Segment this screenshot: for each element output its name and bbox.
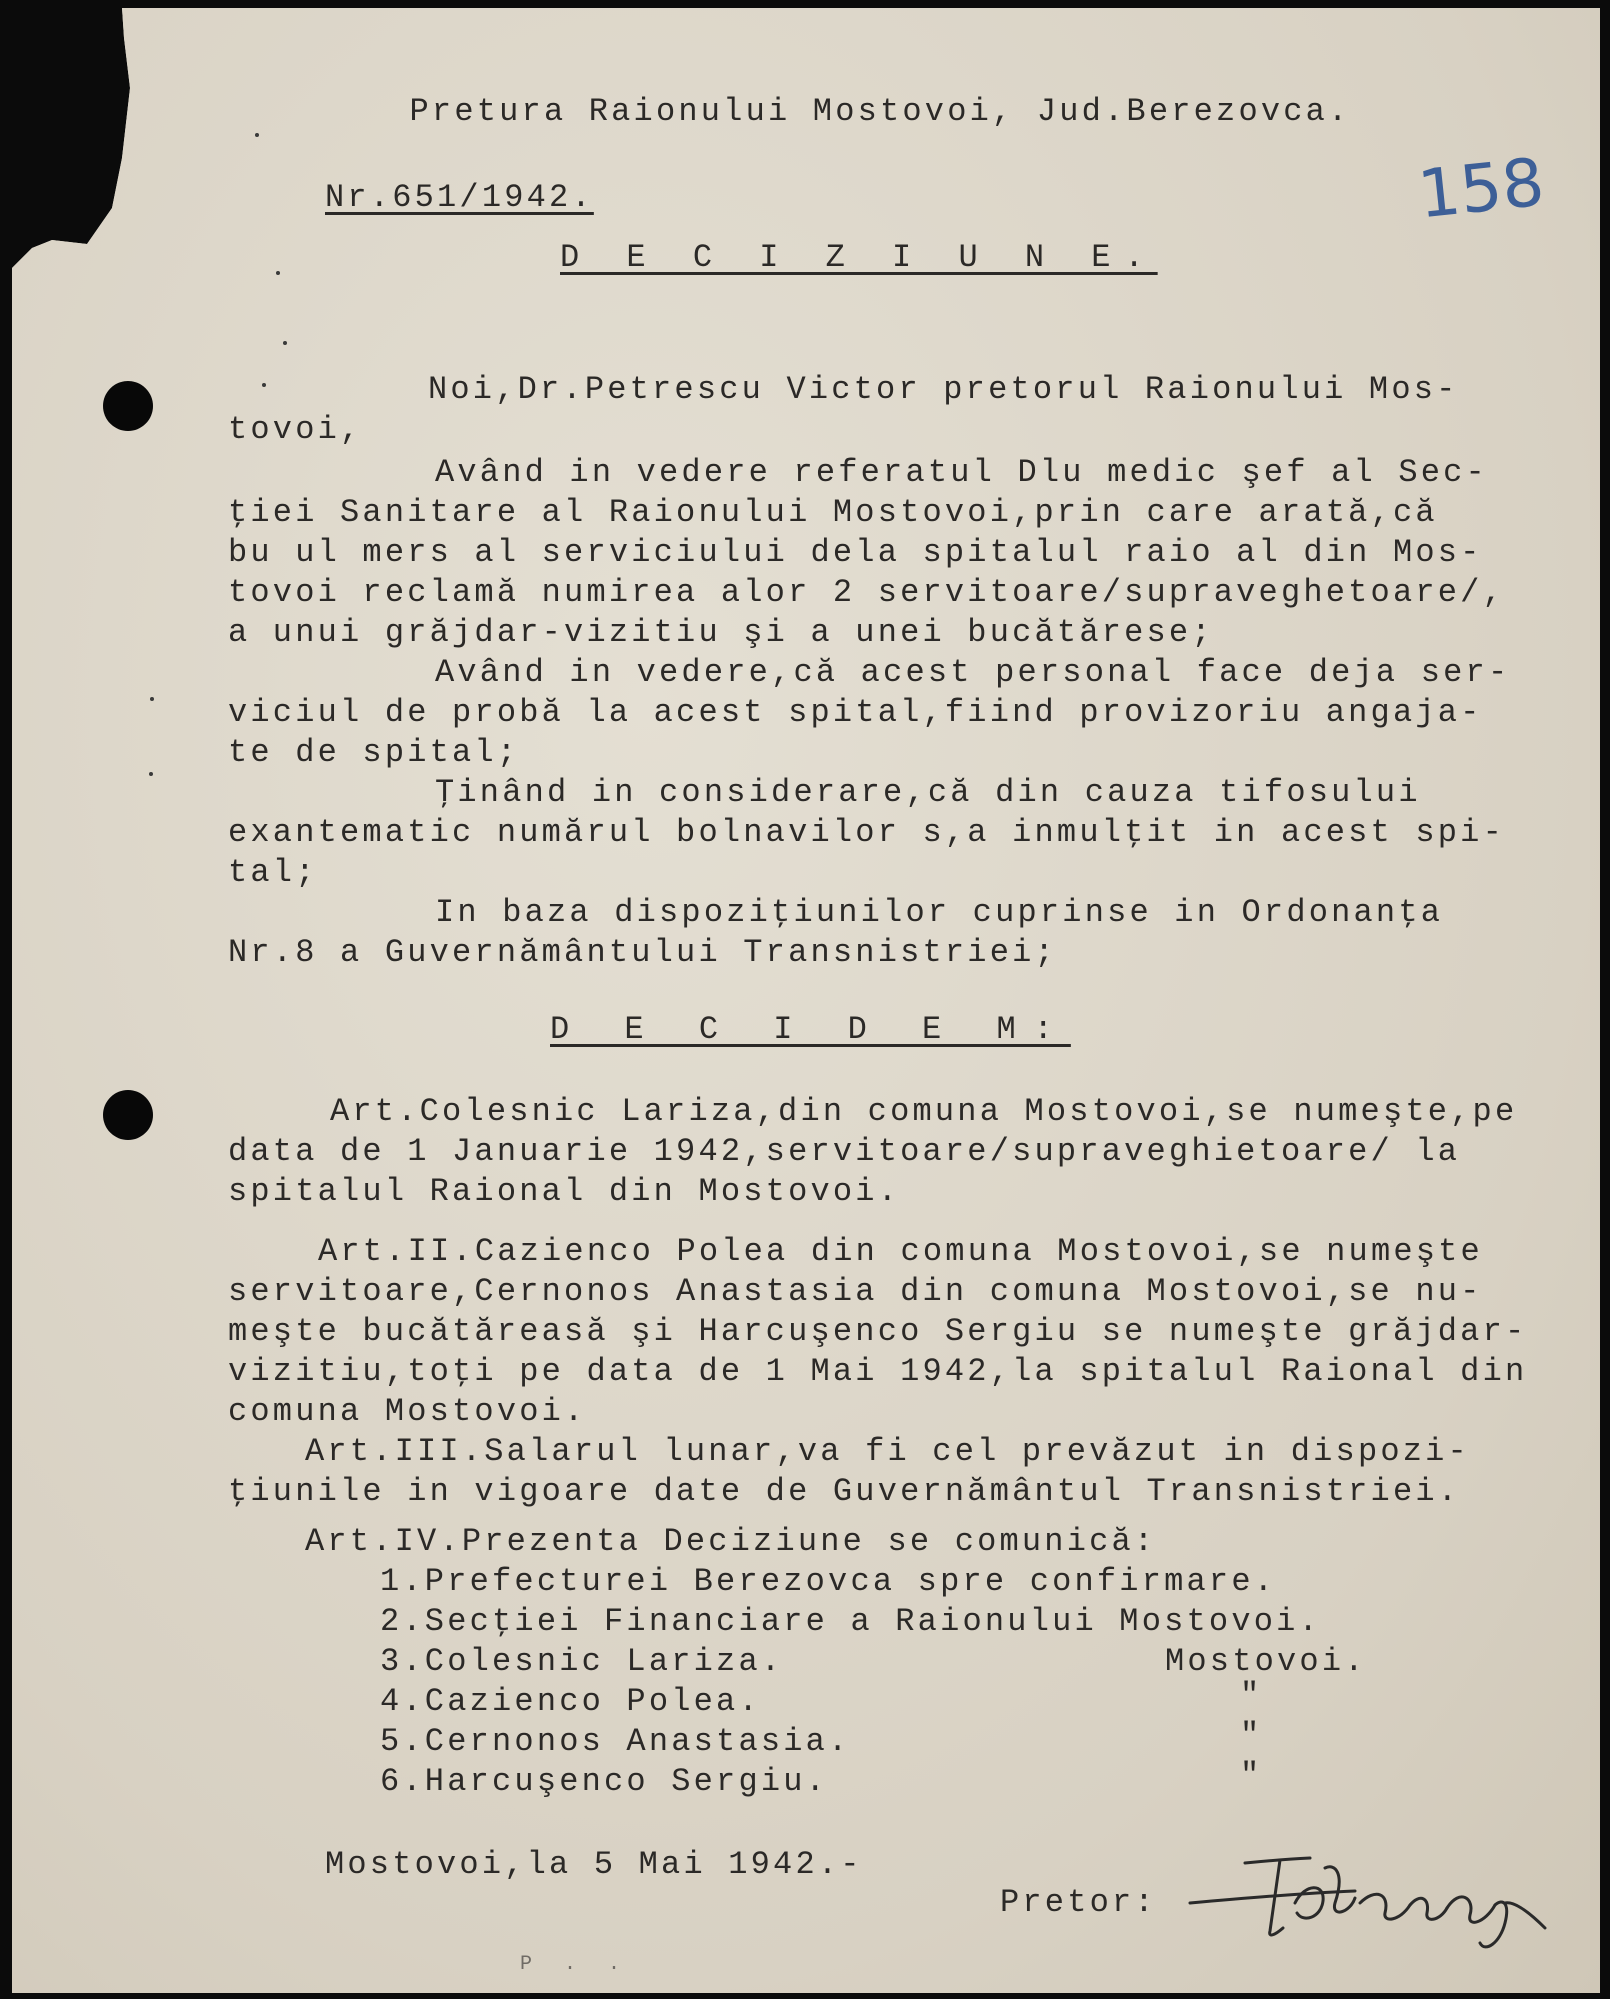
preamble-line: Nr.8 a Guvernământului Transnistriei; bbox=[228, 934, 1057, 971]
article-line: servitoare,Cernonos Anastasia din comuna Mostovoi,se nu- bbox=[228, 1273, 1483, 1310]
document-page bbox=[12, 8, 1600, 1993]
punch-hole bbox=[103, 381, 153, 431]
article-line: vizitiu,toţi pe data de 1 Mai 1942,la spitalul Raional din bbox=[228, 1353, 1528, 1390]
preamble-line: exantematic numărul bolnavilor s,a inmulţit in acest spi- bbox=[228, 814, 1505, 851]
distribution-place: Mostovoi. bbox=[1165, 1643, 1367, 1680]
place-and-date: Mostovoi,la 5 Mai 1942.- bbox=[325, 1846, 863, 1883]
preamble-line: a unui grăjdar-vizitiu şi a unei bucătărese; bbox=[228, 614, 1214, 651]
footer-mark: P . . bbox=[520, 1953, 631, 1976]
article-line: ţiunile in vigoare date de Guvernământul Transnistriei. bbox=[228, 1473, 1461, 1510]
preamble-line: Având in vedere referatul Dlu medic şef al Sec- bbox=[435, 454, 1488, 491]
preamble-line: Având in vedere,că acest personal face deja ser- bbox=[435, 654, 1511, 691]
distribution-item: 3.Colesnic Lariza. bbox=[380, 1643, 784, 1680]
signature-label: Pretor: bbox=[1000, 1884, 1157, 1921]
article-line: Art.III.Salarul lunar,va fi cel prevăzut in dispozi- bbox=[305, 1433, 1470, 1470]
preamble-line: bu ul mers al serviciului dela spitalul raio al din Mos- bbox=[228, 534, 1483, 571]
decision-heading: D E C I D E M: bbox=[550, 1011, 1071, 1048]
preamble-line: In baza dispoziţiunilor cuprinse in Ordonanţa bbox=[435, 894, 1444, 931]
handwritten-signature bbox=[1185, 1843, 1565, 1958]
preamble-line: tal; bbox=[228, 854, 318, 891]
handwritten-folio-number: 158 bbox=[1414, 143, 1548, 234]
punch-hole bbox=[103, 1090, 153, 1140]
distribution-item: 2.Secţiei Financiare a Raionului Mostovoi. bbox=[380, 1603, 1321, 1640]
document-title: D E C I Z I U N E. bbox=[560, 239, 1158, 276]
article-line: Art.II.Cazienco Polea din comuna Mostovoi,se numeşte bbox=[318, 1233, 1483, 1270]
preamble-line: Noi,Dr.Petrescu Victor pretorul Raionului Mos- bbox=[428, 371, 1459, 408]
article-line: Art.IV.Prezenta Deciziune se comunică: bbox=[305, 1523, 1157, 1560]
article-line: comuna Mostovoi. bbox=[228, 1393, 587, 1430]
preamble-line: ţiei Sanitare al Raionului Mostovoi,prin care arată,că bbox=[228, 494, 1438, 531]
issuing-office-header: Pretura Raionului Mostovoi, Jud.Berezovca. bbox=[409, 93, 1351, 130]
preamble-line: tovoi, bbox=[228, 411, 363, 448]
distribution-item: 5.Cernonos Anastasia. bbox=[380, 1723, 851, 1760]
ditto-mark: " bbox=[1240, 1717, 1263, 1754]
preamble-line: viciul de probă la acest spital,fiind provizoriu angaja- bbox=[228, 694, 1483, 731]
ditto-mark: " bbox=[1240, 1677, 1263, 1714]
distribution-item: 6.Harcuşenco Sergiu. bbox=[380, 1763, 829, 1800]
article-line: spitalul Raional din Mostovoi. bbox=[228, 1173, 901, 1210]
preamble-line: Ţinând in considerare,că din cauza tifosului bbox=[435, 774, 1421, 811]
distribution-item: 4.Cazienco Polea. bbox=[380, 1683, 761, 1720]
article-line: data de 1 Januarie 1942,servitoare/supraveghietoare/ la bbox=[228, 1133, 1461, 1170]
ditto-mark: " bbox=[1240, 1757, 1263, 1794]
preamble-line: tovoi reclamă numirea alor 2 servitoare/supraveghetoare/, bbox=[228, 574, 1505, 611]
distribution-item: 1.Prefecturei Berezovca spre confirmare. bbox=[380, 1563, 1277, 1600]
document-number: Nr.651/1942. bbox=[325, 179, 594, 216]
article-line: meşte bucătăreasă şi Harcuşenco Sergiu se numeşte grăjdar- bbox=[228, 1313, 1528, 1350]
preamble-line: te de spital; bbox=[228, 734, 520, 771]
article-line: Art.Colesnic Lariza,din comuna Mostovoi,se numeşte,pe bbox=[330, 1093, 1518, 1130]
